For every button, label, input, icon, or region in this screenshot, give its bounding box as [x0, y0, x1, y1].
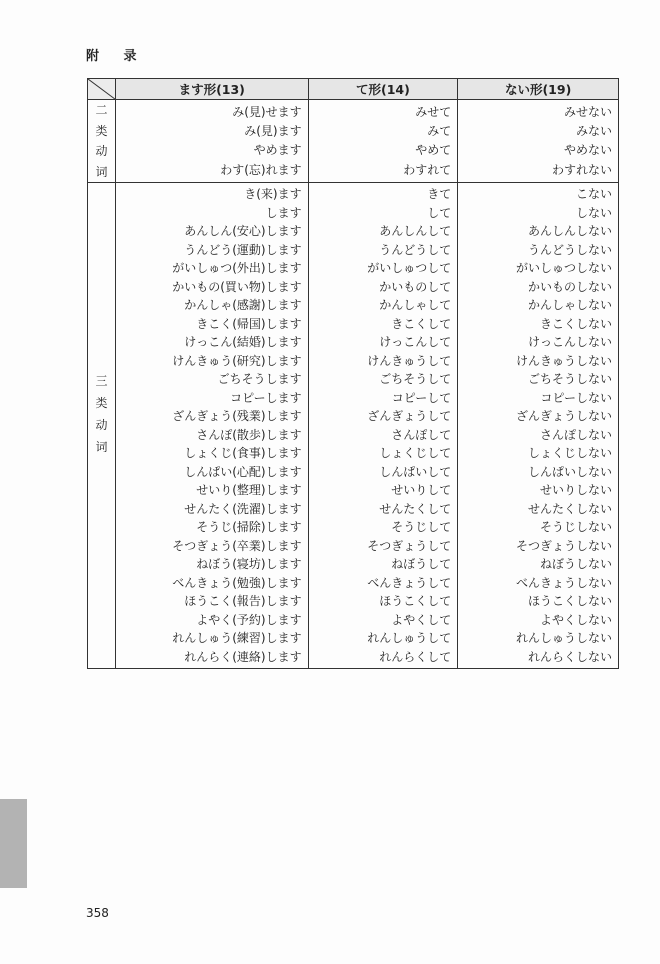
table-row	[88, 389, 619, 408]
corner-cell	[88, 79, 116, 100]
nai-form-cell: けんきゅうしない	[458, 352, 619, 371]
table-row	[88, 296, 619, 315]
te-form-cell: あんしんして	[308, 222, 458, 241]
nai-form-cell: うんどうしない	[458, 241, 619, 260]
masu-form-cell: み(見)せます	[115, 100, 308, 122]
te-form-cell: よやくして	[308, 611, 458, 630]
masu-form-cell: ざんぎょう(残業)します	[115, 407, 308, 426]
te-form-cell: かいものして	[308, 278, 458, 297]
masu-form-cell: そつぎょう(卒業)します	[115, 537, 308, 556]
table-row	[88, 160, 619, 182]
masu-form-cell: かんしゃ(感謝)します	[115, 296, 308, 315]
te-form-cell: ねぼうして	[308, 555, 458, 574]
nai-form-cell: れんらくしない	[458, 648, 619, 669]
masu-form-cell: します	[115, 204, 308, 223]
page-number: 358	[86, 906, 109, 920]
te-form-cell: ごちそうして	[308, 370, 458, 389]
table-row	[88, 370, 619, 389]
nai-form-cell: せいりしない	[458, 481, 619, 500]
masu-form-cell: しょくじ(食事)します	[115, 444, 308, 463]
te-form-cell: みせて	[308, 100, 458, 122]
nai-form-cell: べんきょうしない	[458, 574, 619, 593]
table-row	[88, 333, 619, 352]
group-label-char: 类	[95, 396, 108, 410]
column-header-masu: ます形(13)	[115, 79, 308, 100]
table-row	[88, 204, 619, 223]
masu-form-cell: よやく(予約)します	[115, 611, 308, 630]
masu-form-cell: れんしゅう(練習)します	[115, 629, 308, 648]
group-label-char: 类	[95, 123, 108, 138]
nai-form-cell: こない	[458, 183, 619, 204]
column-header-te: て形(14)	[308, 79, 458, 100]
nai-form-cell: ねぼうしない	[458, 555, 619, 574]
nai-form-cell: れんしゅうしない	[458, 629, 619, 648]
masu-form-cell: ほうこく(報告)します	[115, 592, 308, 611]
table-row	[88, 426, 619, 445]
te-form-cell: そつぎょうして	[308, 537, 458, 556]
table-row	[88, 183, 619, 204]
te-form-cell: そうじして	[308, 518, 458, 537]
table-row	[88, 481, 619, 500]
table-row	[88, 141, 619, 160]
masu-form-cell: コピーします	[115, 389, 308, 408]
nai-form-cell: かんしゃしない	[458, 296, 619, 315]
te-form-cell: せんたくして	[308, 500, 458, 519]
nai-form-cell: がいしゅつしない	[458, 259, 619, 278]
te-form-cell: がいしゅつして	[308, 259, 458, 278]
table-row	[88, 122, 619, 141]
table-row	[88, 241, 619, 260]
table-row	[88, 352, 619, 371]
table-row	[88, 444, 619, 463]
te-form-cell: きて	[308, 183, 458, 204]
nai-form-cell: ざんぎょうしない	[458, 407, 619, 426]
table-row	[88, 259, 619, 278]
nai-form-cell: みない	[458, 122, 619, 141]
te-form-cell: れんらくして	[308, 648, 458, 669]
nai-form-cell: そつぎょうしない	[458, 537, 619, 556]
verb-group-label	[88, 100, 116, 183]
nai-form-cell: きこくしない	[458, 315, 619, 334]
verb-conjugation-table	[87, 78, 619, 669]
table-row	[88, 592, 619, 611]
table-row	[88, 574, 619, 593]
te-form-cell: して	[308, 204, 458, 223]
masu-form-cell: がいしゅつ(外出)します	[115, 259, 308, 278]
masu-form-cell: ごちそうします	[115, 370, 308, 389]
masu-form-cell: べんきょう(勉強)します	[115, 574, 308, 593]
table-row	[88, 315, 619, 334]
masu-form-cell: せんたく(洗濯)します	[115, 500, 308, 519]
te-form-cell: べんきょうして	[308, 574, 458, 593]
nai-form-cell: ごちそうしない	[458, 370, 619, 389]
te-form-cell: ざんぎょうして	[308, 407, 458, 426]
te-form-cell: わすれて	[308, 160, 458, 182]
table-row	[88, 100, 619, 122]
nai-form-cell: わすれない	[458, 160, 619, 182]
verb-group-label	[88, 183, 116, 669]
nai-form-cell: けっこんしない	[458, 333, 619, 352]
table-row	[88, 500, 619, 519]
te-form-cell: しんぱいして	[308, 463, 458, 482]
appendix-title: 附 录	[86, 49, 147, 64]
group-label-char: 词	[95, 440, 108, 454]
nai-form-cell: せんたくしない	[458, 500, 619, 519]
nai-form-cell: しんぱいしない	[458, 463, 619, 482]
masu-form-cell: さんぽ(散歩)します	[115, 426, 308, 445]
table-row	[88, 555, 619, 574]
masu-form-cell: きこく(帰国)します	[115, 315, 308, 334]
nai-form-cell: かいものしない	[458, 278, 619, 297]
nai-form-cell: みせない	[458, 100, 619, 122]
masu-form-cell: あんしん(安心)します	[115, 222, 308, 241]
te-form-cell: うんどうして	[308, 241, 458, 260]
column-header-nai: ない形(19)	[458, 79, 619, 100]
table-row	[88, 537, 619, 556]
te-form-cell: けんきゅうして	[308, 352, 458, 371]
side-thumb-tab	[0, 799, 27, 888]
masu-form-cell: けんきゅう(研究)します	[115, 352, 308, 371]
table-row	[88, 407, 619, 426]
table-row	[88, 278, 619, 297]
te-form-cell: ほうこくして	[308, 592, 458, 611]
masu-form-cell: けっこん(結婚)します	[115, 333, 308, 352]
masu-form-cell: れんらく(連絡)します	[115, 648, 308, 669]
te-form-cell: せいりして	[308, 481, 458, 500]
masu-form-cell: せいり(整理)します	[115, 481, 308, 500]
nai-form-cell: しない	[458, 204, 619, 223]
masu-form-cell: やめます	[115, 141, 308, 160]
table-row	[88, 222, 619, 241]
nai-form-cell: よやくしない	[458, 611, 619, 630]
nai-form-cell: あんしんしない	[458, 222, 619, 241]
nai-form-cell: さんぽしない	[458, 426, 619, 445]
te-form-cell: しょくじして	[308, 444, 458, 463]
table-row	[88, 518, 619, 537]
table-row	[88, 463, 619, 482]
group-label-char: 词	[95, 164, 108, 179]
group-label-char: 三	[95, 374, 108, 388]
te-form-cell: けっこんして	[308, 333, 458, 352]
te-form-cell: みて	[308, 122, 458, 141]
masu-form-cell: かいもの(買い物)します	[115, 278, 308, 297]
te-form-cell: さんぽして	[308, 426, 458, 445]
te-form-cell: きこくして	[308, 315, 458, 334]
diagonal-line-icon	[88, 79, 115, 99]
group-label-char: 动	[95, 418, 108, 432]
group-label-char: 二	[95, 103, 108, 117]
nai-form-cell: ほうこくしない	[458, 592, 619, 611]
nai-form-cell: コピーしない	[458, 389, 619, 408]
table-row	[88, 648, 619, 669]
masu-form-cell: き(来)ます	[115, 183, 308, 204]
masu-form-cell: み(見)ます	[115, 122, 308, 141]
masu-form-cell: わす(忘)れます	[115, 160, 308, 182]
table-row	[88, 611, 619, 630]
masu-form-cell: そうじ(掃除)します	[115, 518, 308, 537]
masu-form-cell: うんどう(運動)します	[115, 241, 308, 260]
nai-form-cell: やめない	[458, 141, 619, 160]
nai-form-cell: そうじしない	[458, 518, 619, 537]
te-form-cell: コピーして	[308, 389, 458, 408]
nai-form-cell: しょくじしない	[458, 444, 619, 463]
te-form-cell: やめて	[308, 141, 458, 160]
te-form-cell: かんしゃして	[308, 296, 458, 315]
group-label-char: 动	[95, 144, 108, 158]
masu-form-cell: しんぱい(心配)します	[115, 463, 308, 482]
table-header-row	[88, 79, 619, 100]
table-row	[88, 629, 619, 648]
te-form-cell: れんしゅうして	[308, 629, 458, 648]
masu-form-cell: ねぼう(寝坊)します	[115, 555, 308, 574]
